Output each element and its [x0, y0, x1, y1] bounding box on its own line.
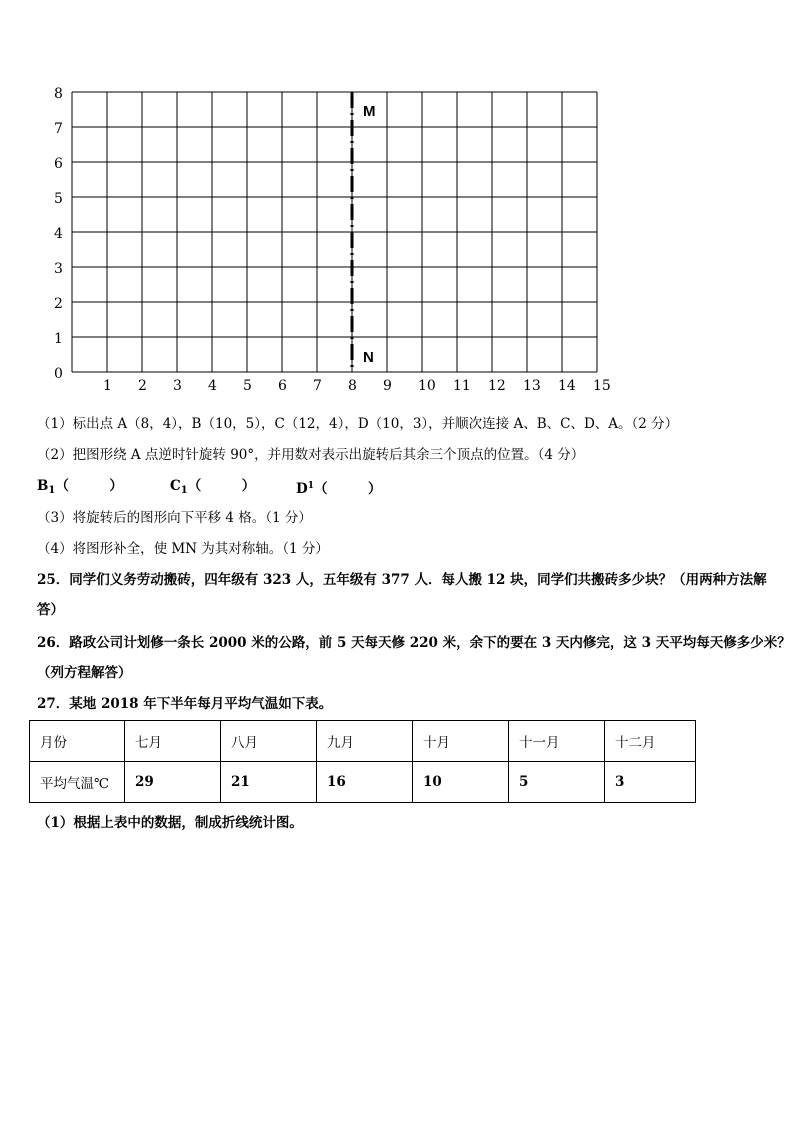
table-row-month [30, 721, 696, 762]
y-tick-label: 5 [54, 191, 63, 207]
temperature-table [29, 720, 696, 803]
table-cell: 10 [413, 762, 509, 803]
c1-blank[interactable]: （ ） [187, 478, 256, 494]
x-tick-label: 9 [383, 378, 392, 394]
q27-part1: （1）根据上表中的数据，制成折线统计图。 [37, 815, 303, 831]
q24-part2: （2）把图形绕 A 点逆时针旋转 90°，并用数对表示出旋转后其余三个顶点的位置。（4 分） [37, 447, 585, 463]
q24-part1: （1）标出点 A（8，4），B（10，5），C（12，4），D（10，3），并顺次连接 A、B、C、D、A。（2 分） [37, 416, 679, 432]
x-tick-label: 10 [418, 378, 436, 394]
y-tick-label: 6 [54, 156, 63, 172]
q25-line1: 25．同学们义务劳动搬砖，四年级有 323 人，五年级有 377 人．每人搬 12 块，同学们共搬砖多少块？（用两种方法解 [37, 572, 767, 588]
table-cell: 月份 [30, 721, 125, 762]
x-tick-label: 13 [523, 378, 541, 394]
b1-subscript: 1 [48, 485, 56, 496]
x-tick-label: 3 [173, 378, 182, 394]
table-cell: 九月 [317, 721, 413, 762]
q24-part3: （3）将旋转后的图形向下平移 4 格。（1 分） [37, 510, 312, 526]
x-tick-label: 8 [348, 378, 357, 394]
table-cell: 29 [125, 762, 221, 803]
y-tick-label: 4 [54, 226, 63, 242]
b1-letter: B [37, 478, 49, 494]
q24-answer-d1 [296, 477, 381, 498]
x-tick-label: 1 [103, 378, 112, 394]
d1-superscript: 1 [307, 481, 314, 491]
table-cell: 十月 [413, 721, 509, 762]
x-tick-label: 12 [488, 378, 506, 394]
table-cell: 八月 [221, 721, 317, 762]
table-cell: 5 [509, 762, 605, 803]
x-tick-label: 4 [208, 378, 217, 394]
x-tick-label: 11 [453, 378, 471, 394]
table-cell: 21 [221, 762, 317, 803]
y-tick-label: 2 [54, 296, 63, 312]
x-tick-label: 5 [243, 378, 252, 394]
b1-blank[interactable]: （ ） [55, 478, 123, 494]
x-tick-label: 6 [278, 378, 287, 394]
point-label-m: M [363, 103, 376, 120]
table-row-temperature [30, 762, 696, 803]
y-tick-label: 8 [54, 86, 63, 102]
y-tick-label: 3 [54, 261, 63, 277]
coordinate-grid [40, 82, 650, 402]
q26-line1: 26．路政公司计划修一条长 2000 米的公路，前 5 天每天修 220 米，余下的要在 3 天内修完，这 3 天平均每天修多少米？ [37, 635, 791, 651]
table-cell: 平均气温℃ [30, 762, 125, 803]
y-tick-label: 1 [54, 331, 63, 347]
x-tick-label: 7 [313, 378, 322, 394]
c1-letter: C [170, 478, 181, 494]
q26-line2: （列方程解答） [37, 665, 132, 681]
table-cell: 3 [605, 762, 696, 803]
q25-line2: 答） [37, 602, 64, 618]
q24-answer-b1 [37, 477, 123, 500]
d1-blank[interactable]: （ ） [313, 481, 382, 497]
table-cell: 十二月 [605, 721, 696, 762]
c1-subscript: 1 [180, 485, 188, 496]
table-cell: 十一月 [509, 721, 605, 762]
x-tick-label: 2 [138, 378, 147, 394]
y-tick-label: 0 [54, 366, 63, 382]
point-label-n: N [363, 349, 374, 366]
table-cell: 七月 [125, 721, 221, 762]
q27-title: 27．某地 2018 年下半年每月平均气温如下表。 [37, 696, 333, 712]
y-tick-label: 7 [54, 121, 63, 137]
table-cell: 16 [317, 762, 413, 803]
d1-letter: D [296, 481, 308, 497]
q24-answer-c1 [170, 477, 255, 500]
x-tick-label: 15 [593, 378, 611, 394]
x-tick-label: 14 [558, 378, 576, 394]
q24-part4: （4）将图形补全，使 MN 为其对称轴。（1 分） [37, 541, 329, 557]
